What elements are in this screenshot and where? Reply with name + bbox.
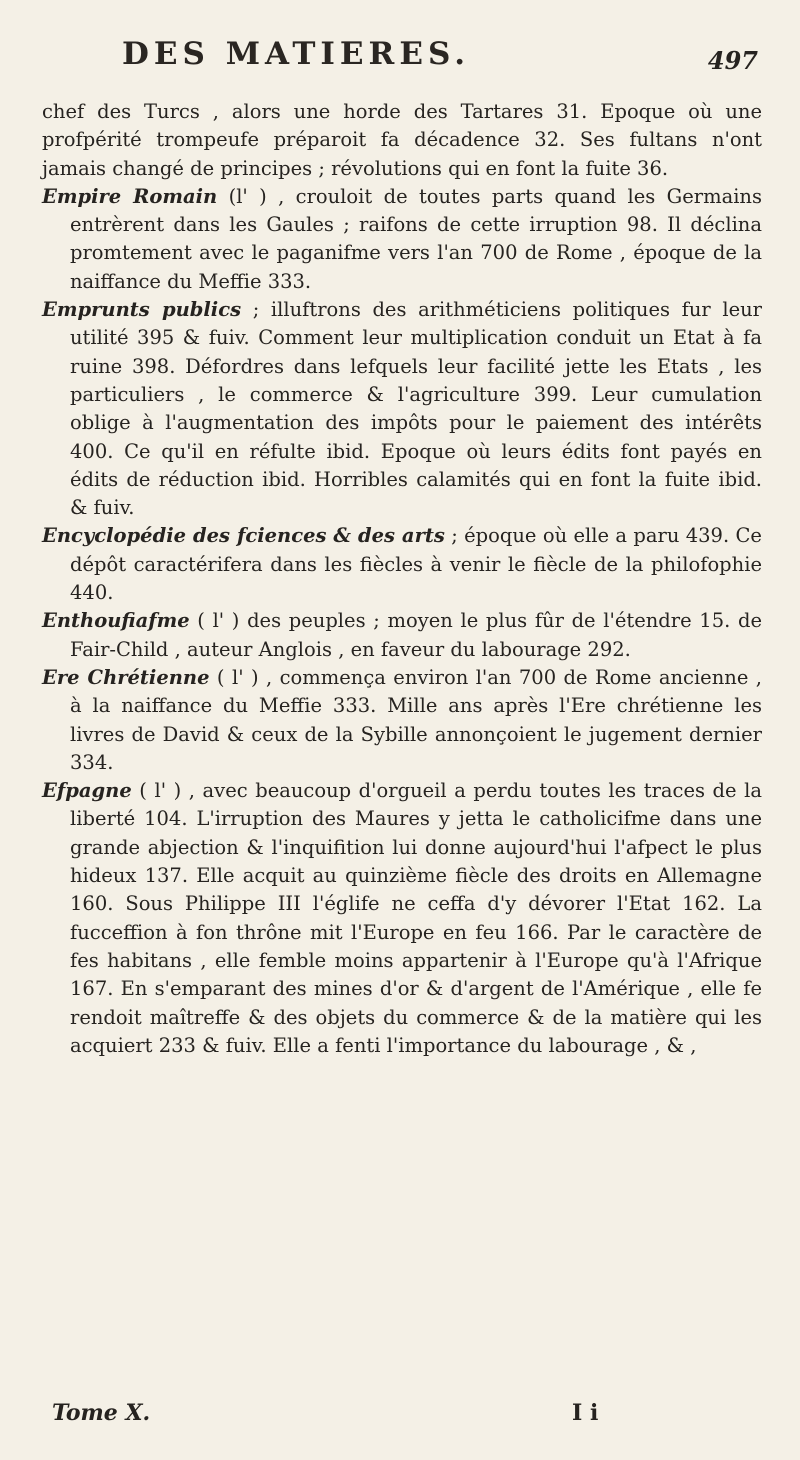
entry-text: (l' ) , crouloit de toutes parts quand les Germains entrèrent dans les Gaules ; raifons de cette irruption 98. Il déclina promtement avec le paganifme vers l'an 700 de Rome , époque de la naiffance du Meffie 333.: [70, 184, 762, 293]
index-entry: [42, 664, 762, 777]
page-footer: [42, 1400, 762, 1440]
index-entry: [42, 183, 762, 296]
page-header: [42, 28, 762, 98]
entry-headword: Enthoufiafme: [42, 609, 190, 633]
entry-text: ( l' ) des peuples ; moyen le plus fûr de l'étendre 15. de Fair-Child , auteur Anglois , en faveur du labourage 292.: [70, 609, 762, 661]
entry-text: ; époque où elle a paru 439. Ce dépôt caractérifera dans les fiècles à venir le fiècle de la philofophie 440.: [70, 524, 762, 605]
entry-text: ( l' ) , commença environ l'an 700 de Rome ancienne , à la naiffance du Meffie 333. Mille ans après l'Ere chrétienne les livres de David & ceux de la Sybille annonçoient le jugement dernier 334.: [70, 665, 762, 774]
index-body: [42, 98, 762, 1060]
entry-headword: Ere Chrétienne: [42, 665, 210, 689]
volume-label: Tome X.: [52, 1400, 151, 1426]
signature-mark: I i: [572, 1400, 599, 1426]
entry-headword: Encyclopédie des fciences & des arts: [42, 524, 445, 548]
entry-text: ( l' ) , avec beaucoup d'orgueil a perdu toutes les traces de la liberté 104. L'irruption des Maures y jetta le catholicifme dans une grande abjection & l'inquifition lui donne aujourd'hui l'afpect le plus hideux 137. Elle acquit au quinzième fiècle des droits en Allemagne 160. Sous Philippe III l'églife ne ceffa d'y dévorer l'Etat 162. La fucceffion à fon thrône mit l'Europe en feu 166. Par le caractère de fes habitans , elle femble moins appartenir à l'Europe qu'à l'Afrique 167. En s'emparant des mines d'or & d'argent de l'Amérique , elle fe rendoit maîtreffe & des objets du commerce & de la matière qui les acquiert 233 & fuiv. Elle a fenti l'importance du labourage , & ,: [70, 779, 762, 1057]
index-entry: [42, 522, 762, 607]
entry-text: chef des Turcs , alors une horde des Tartares 31. Epoque où une profpérité trompeufe préparoit fa décadence 32. Ses fultans n'ont jamais changé de principes ; révolutions qui en font la fuite 36.: [42, 100, 762, 180]
index-entry: [42, 98, 762, 183]
entry-text: ; illuftrons des arithméticiens politiques fur leur utilité 395 & fuiv. Comment leur multiplication conduit un Etat à fa ruine 398. Défordres dans lefquels leur facilité jette les Etats , les particuliers , le commerce & l'agriculture 399. Leur cumulation oblige à l'augmentation des impôts pour le paiement des intérêts 400. Ce qu'il en réfulte ibid. Epoque où leurs édits font payés en édits de réduction ibid. Horribles calamités qui en font la fuite ibid. & fuiv.: [70, 298, 763, 520]
index-entry: [42, 607, 762, 664]
entry-headword: Efpagne: [42, 779, 132, 803]
entry-headword: Emprunts publics: [42, 298, 242, 322]
entry-headword: Empire Romain: [42, 184, 218, 208]
index-entry: [42, 777, 762, 1060]
index-entry: [42, 296, 762, 522]
running-head: DES MATIERES.: [122, 36, 471, 72]
page-number: 497: [707, 46, 758, 75]
